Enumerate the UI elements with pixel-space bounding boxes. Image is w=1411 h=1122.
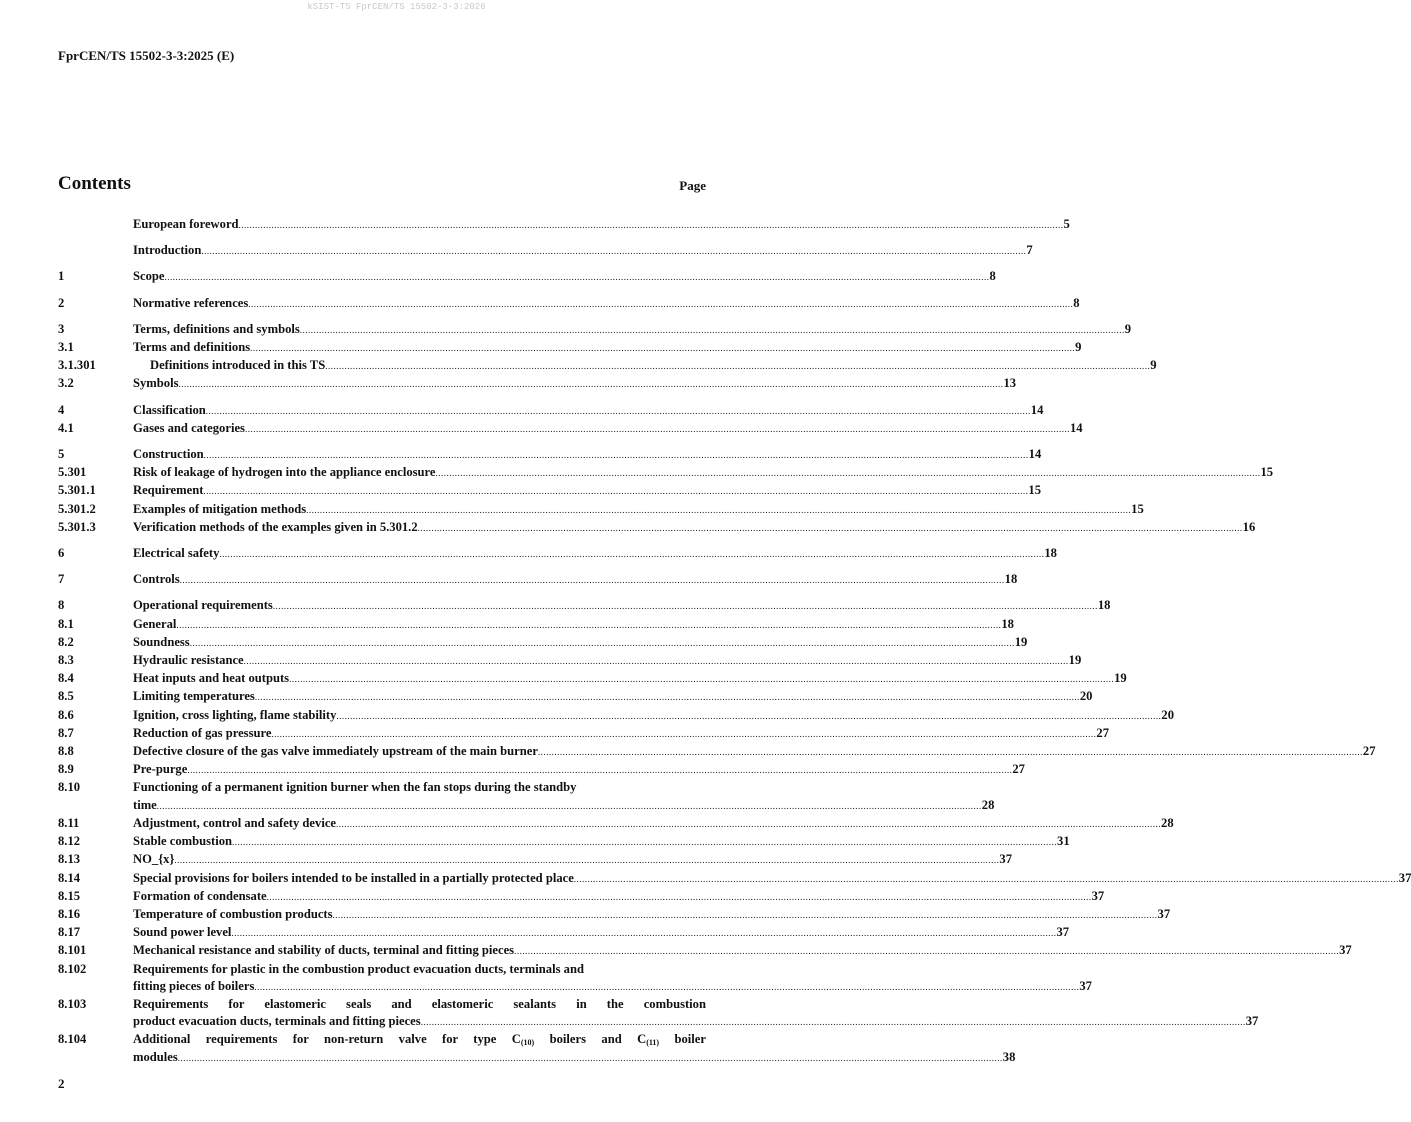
toc-entry-content [133, 571, 1018, 589]
toc-entry-content [133, 670, 1127, 688]
toc-entry-content [133, 519, 1256, 537]
toc-entry[interactable] [58, 761, 1025, 779]
toc-entry-page[interactable]: 20 [1079, 689, 1093, 704]
toc-entry-last-line [133, 1049, 1016, 1067]
toc-entry-content [133, 402, 1044, 420]
toc-entry-title[interactable]: Normative references [133, 295, 249, 310]
toc-entry-page[interactable]: 7 [1026, 243, 1033, 258]
toc-entry-number: 4 [58, 402, 65, 417]
toc-entry-number: 3.1.301 [58, 358, 96, 373]
toc-entry-title[interactable]: Adjustment, control and safety device [133, 815, 337, 830]
dot-leader: ............................................................................................................................................................................................................................................................................................................ [420, 1017, 1246, 1028]
toc-entry-page[interactable]: 9 [1075, 340, 1082, 355]
toc-entry-number: 5.301 [58, 465, 87, 480]
toc-entry-last-line [133, 321, 1132, 339]
toc-entry[interactable] [58, 501, 1144, 519]
dot-leader: ............................................................................................................................................................................................................................................................................................................ [435, 468, 1261, 479]
dot-leader: ............................................................................................................................................................................................................................................................................................................ [325, 361, 1151, 372]
toc-entry-title[interactable]: Pre-purge [133, 762, 188, 777]
toc-entry[interactable] [58, 906, 1171, 924]
toc-entry-number: 3.1 [58, 340, 74, 355]
toc-entry-title[interactable]: General [133, 616, 177, 631]
toc-entry-number: 8.13 [58, 852, 81, 867]
toc-entry-last-line [133, 725, 1110, 743]
toc-entry-page[interactable]: 16 [1242, 519, 1256, 534]
toc-entry-title[interactable]: Stable combustion [133, 834, 233, 849]
toc-entry-last-line [133, 670, 1127, 688]
toc-entry-last-line [133, 797, 995, 815]
toc-entry-last-line [133, 295, 1080, 313]
toc-entry-content [133, 242, 1033, 260]
toc-entry-title[interactable]: Examples of mitigation methods [133, 501, 307, 516]
toc-entry[interactable] [58, 996, 1259, 1031]
toc-entry-number: 5 [58, 447, 65, 462]
toc-entry-number: 3 [58, 321, 65, 336]
toc-entry[interactable] [58, 961, 1092, 996]
toc-entry-page[interactable]: 37 [1157, 906, 1171, 921]
toc-entry-number: 5.301.3 [58, 519, 96, 534]
toc-entry-title[interactable]: Construction [133, 447, 204, 462]
toc-entry[interactable] [58, 545, 1057, 563]
toc-entry[interactable] [58, 446, 1042, 464]
toc-entry-title[interactable]: Limiting temperatures [133, 689, 255, 704]
toc-entry[interactable] [58, 815, 1174, 833]
toc-entry-page[interactable]: 15 [1028, 483, 1042, 498]
toc-entry-number: 8.16 [58, 906, 81, 921]
toc-entry-page[interactable]: 37 [999, 852, 1013, 867]
toc-entry-content [133, 1031, 1016, 1066]
toc-entry-last-line [133, 571, 1018, 589]
toc-entry-number: 8.17 [58, 925, 81, 940]
toc-entry-last-line [133, 464, 1274, 482]
dot-leader: ............................................................................................................................................................................................................................................................................................................ [178, 379, 1004, 390]
toc-entry-page[interactable]: 37 [1056, 925, 1070, 940]
toc-entry-last-line [133, 652, 1082, 670]
toc-entry[interactable] [58, 688, 1093, 706]
page-number: 2 [58, 1076, 65, 1091]
toc-entry-last-line [133, 597, 1111, 615]
toc-entry[interactable] [58, 375, 1017, 393]
dot-leader: ............................................................................................................................................................................................................................................................................................................ [243, 656, 1069, 667]
toc-entry-number: 1 [58, 269, 65, 284]
toc-entry[interactable] [58, 571, 1018, 589]
toc-entry-number: 8.11 [58, 815, 80, 830]
dot-leader: ............................................................................................................................................................................................................................................................................................................ [254, 692, 1080, 703]
toc-entry-page[interactable]: 28 [981, 797, 995, 812]
toc-entry-content [133, 707, 1174, 725]
toc-entry[interactable] [58, 464, 1274, 482]
toc-entry-content [133, 779, 995, 814]
toc-entry[interactable] [58, 851, 1013, 869]
toc-entry-title[interactable]: Risk of leakage of hydrogen into the appliance enclosure [133, 465, 436, 480]
toc-entry-page[interactable]: 28 [1161, 815, 1174, 830]
dot-leader: ............................................................................................................................................................................................................................................................................................................ [271, 728, 1097, 739]
dot-leader: ............................................................................................................................................................................................................................................................................................................ [203, 450, 1029, 461]
toc-entry-title[interactable]: Introduction [133, 243, 202, 258]
toc-entry-last-line [133, 402, 1044, 420]
toc-entry[interactable] [58, 321, 1132, 339]
toc-entry-title-line: Requirements for elastomeric seals and elastomeric sealants in the combustion [133, 996, 706, 1011]
dot-leader: ............................................................................................................................................................................................................................................................................................................ [187, 765, 1013, 776]
dot-leader: ............................................................................................................................................................................................................................................................................................................ [514, 946, 1340, 957]
toc-entry-content [133, 652, 1082, 670]
toc-entry-number: 3.2 [58, 376, 74, 391]
toc-entry-number: 8.15 [58, 888, 81, 903]
toc-entry-number: 8 [58, 598, 65, 613]
dot-leader: ............................................................................................................................................................................................................................................................................................................ [248, 298, 1074, 309]
table-of-contents [58, 216, 1411, 1067]
toc-entry-content [133, 924, 1070, 942]
toc-entry-last-line [133, 815, 1174, 833]
dot-leader: ............................................................................................................................................................................................................................................................................................................ [189, 637, 1015, 648]
toc-entry-content [133, 761, 1025, 779]
toc-entry[interactable] [58, 295, 1080, 313]
toc-entry-content [133, 446, 1042, 464]
toc-entry[interactable] [58, 652, 1082, 670]
toc-entry-content [133, 688, 1093, 706]
dot-leader: ............................................................................................................................................................................................................................................................................................................ [201, 246, 1027, 257]
toc-entry-title[interactable]: Controls [133, 572, 180, 587]
toc-entry-page[interactable]: 18 [1044, 546, 1057, 561]
toc-entry-number: 8.12 [58, 834, 81, 849]
dot-leader: ............................................................................................................................................................................................................................................................................................................ [250, 343, 1076, 354]
dot-leader: ............................................................................................................................................................................................................................................................................................................ [219, 549, 1045, 560]
dot-leader: ............................................................................................................................................................................................................................................................................................................ [164, 272, 990, 283]
toc-entry-page[interactable]: 19 [1114, 671, 1127, 686]
dot-leader: ............................................................................................................................................................................................................................................................................................................ [231, 928, 1057, 939]
dot-leader: ............................................................................................................................................................................................................................................................................................................ [336, 818, 1162, 829]
toc-entry-title[interactable]: Ignition, cross lighting, flame stability [133, 707, 337, 722]
toc-entry-page[interactable]: 8 [989, 269, 996, 284]
toc-entry[interactable] [58, 707, 1174, 725]
toc-entry-title[interactable]: Formation of condensate [133, 888, 267, 903]
toc-entry-last-line [133, 924, 1070, 942]
toc-entry-number: 8.4 [58, 671, 74, 686]
watermark: kSIST-TS FprCEN/TS 15502-3-3:2026 [307, 2, 486, 12]
dot-leader: ............................................................................................................................................................................................................................................................................................................ [289, 674, 1115, 685]
toc-entry-content [150, 357, 1157, 375]
toc-entry-page[interactable]: 18 [1001, 616, 1014, 631]
toc-entry-title[interactable]: European foreword [133, 217, 239, 231]
toc-entry-number: 5.301.2 [58, 501, 96, 516]
toc-entry-title[interactable]: Special provisions for boilers intended to be installed in a partially protected place [133, 870, 574, 885]
toc-entry-title[interactable]: Gases and categories [133, 420, 245, 435]
toc-entry-page[interactable]: 37 [1339, 943, 1352, 958]
toc-entry-title[interactable]: modules [133, 1049, 178, 1064]
document-id: FprCEN/TS 15502-3-3:2025 (E) [58, 48, 235, 63]
toc-entry-number: 8.10 [58, 780, 81, 795]
toc-entry[interactable] [58, 833, 1070, 851]
toc-entry[interactable] [58, 616, 1014, 634]
dot-leader: ............................................................................................................................................................................................................................................................................................................ [232, 837, 1058, 848]
toc-entry-page[interactable]: 38 [1002, 1049, 1016, 1064]
toc-entry[interactable] [58, 634, 1028, 652]
toc-entry-page[interactable]: 8 [1073, 295, 1080, 310]
toc-entry-page[interactable]: 37 [1245, 1014, 1259, 1029]
toc-entry[interactable] [58, 779, 995, 814]
toc-entry-page[interactable]: 14 [1069, 420, 1083, 435]
dot-leader: ............................................................................................................................................................................................................................................................................................................ [306, 504, 1132, 515]
toc-entry-title[interactable]: Electrical safety [133, 546, 220, 561]
toc-entry-number: 5.301.1 [58, 483, 96, 498]
toc-entry-last-line [133, 978, 1092, 996]
toc-entry-title[interactable]: Scope [133, 269, 165, 284]
dot-leader: ............................................................................................................................................................................................................................................................................................................ [537, 747, 1363, 758]
toc-entry-title-line: Additional requirements for non-return valve for type $C_{(10)}$ boilers and $C_{(11)}$ boiler [133, 1032, 706, 1048]
toc-entry-page[interactable]: 5 [1063, 217, 1070, 231]
toc-entry-content [133, 375, 1017, 393]
toc-entry-title[interactable]: Terms and definitions [133, 340, 251, 355]
toc-entry-title[interactable]: Classification [133, 402, 206, 417]
toc-entry[interactable] [58, 482, 1042, 500]
dot-leader: ............................................................................................................................................................................................................................................................................................................ [272, 601, 1098, 612]
dot-leader: ............................................................................................................................................................................................................................................................................................................ [179, 575, 1005, 586]
toc-entry-title[interactable]: Operational requirements [133, 598, 273, 613]
toc-entry-content [133, 420, 1083, 438]
toc-entry-content [133, 339, 1082, 357]
toc-entry-number: 8.102 [58, 961, 87, 976]
toc-entry-page[interactable]: 9 [1124, 321, 1132, 336]
toc-entry-page[interactable]: 14 [1028, 447, 1042, 462]
toc-entry[interactable] [58, 725, 1110, 743]
toc-entry-last-line [133, 870, 1411, 888]
toc-entry-title[interactable]: Heat inputs and heat outputs [133, 671, 290, 686]
toc-entry-content [133, 616, 1014, 634]
toc-entry-page[interactable]: 27 [1362, 744, 1376, 759]
toc-entry[interactable] [58, 242, 1033, 260]
toc-entry-page[interactable]: 27 [1012, 762, 1025, 777]
toc-entry-last-line [133, 616, 1014, 634]
toc-entry[interactable] [58, 597, 1111, 615]
dot-leader: ............................................................................................................................................................................................................................................................................................................ [417, 522, 1243, 533]
toc-entry-last-line [133, 1013, 1259, 1031]
toc-entry-title[interactable]: Verification methods of the examples given in 5.301.2 [133, 519, 418, 534]
toc-entry-title[interactable]: Requirement [133, 483, 204, 498]
toc-entry[interactable] [58, 670, 1127, 688]
toc-entry-content [133, 888, 1105, 906]
toc-entry-number: 8.104 [58, 1032, 87, 1047]
toc-entry-content [133, 464, 1274, 482]
toc-entry-last-line [133, 761, 1025, 779]
toc-entry-last-line [150, 357, 1157, 375]
page-column-header: Page [679, 178, 706, 193]
toc-entry-last-line [133, 906, 1171, 924]
toc-entry[interactable] [58, 888, 1105, 906]
toc-entry-page[interactable]: 15 [1260, 465, 1274, 480]
contents-title: Contents [58, 173, 131, 194]
dot-leader: ............................................................................................................................................................................................................................................................................................................ [177, 1052, 1003, 1063]
toc-entry-number: 8.2 [58, 634, 74, 649]
toc-entry-last-line [133, 420, 1083, 438]
toc-entry-content [133, 833, 1070, 851]
toc-entry-page[interactable]: 27 [1096, 725, 1110, 740]
toc-entry[interactable] [58, 924, 1070, 942]
toc-entry-title[interactable]: Soundness [133, 634, 190, 649]
toc-entry-content [133, 906, 1171, 924]
toc-entry-page[interactable]: 37 [1091, 888, 1105, 903]
toc-entry-number: 7 [58, 572, 65, 587]
toc-entry-title[interactable]: Definitions introduced in this TS [150, 358, 326, 373]
toc-entry-last-line [133, 519, 1256, 537]
toc-entry-number: 8.5 [58, 689, 74, 704]
toc-entry-last-line [133, 833, 1070, 851]
toc-entry-content [133, 482, 1042, 500]
toc-entry-page[interactable]: 14 [1030, 402, 1044, 417]
toc-entry[interactable] [58, 870, 1411, 888]
toc-entry-title[interactable]: Symbols [133, 376, 179, 391]
toc-entry-number [58, 242, 133, 260]
toc-entry-content [133, 743, 1376, 761]
toc-entry-title[interactable]: NO_{x} [133, 852, 175, 867]
toc-entry-last-line [133, 743, 1376, 761]
toc-entry-last-line [133, 216, 1070, 234]
dot-leader: ............................................................................................................................................................................................................................................................................................................ [266, 891, 1092, 902]
toc-entry-page[interactable]: 18 [1004, 572, 1018, 587]
toc-entry-content [133, 295, 1080, 313]
toc-entry-content [133, 634, 1028, 652]
toc-entry-last-line [133, 851, 1013, 869]
toc-entry[interactable] [58, 743, 1376, 761]
toc-entry-page[interactable]: 18 [1097, 598, 1111, 613]
toc-entry-content [133, 815, 1174, 833]
toc-entry-last-line [133, 268, 996, 286]
dot-leader: ............................................................................................................................................................................................................................................................................................................ [573, 873, 1399, 884]
toc-entry-last-line [133, 942, 1352, 960]
toc-entry-title[interactable]: Hydraulic resistance [133, 653, 244, 668]
toc-entry-number: 2 [58, 295, 65, 310]
toc-entry-title[interactable]: product evacuation ducts, terminals and fitting pieces [133, 1014, 421, 1029]
dot-leader: ............................................................................................................................................................................................................................................................................................................ [156, 800, 982, 811]
dot-leader: ............................................................................................................................................................................................................................................................................................................ [203, 486, 1029, 497]
dot-leader: ............................................................................................................................................................................................................................................................................................................ [174, 855, 1000, 866]
toc-entry-title[interactable]: Reduction of gas pressure [133, 725, 272, 740]
toc-entry-content [133, 870, 1411, 888]
toc-entry-last-line [133, 501, 1144, 519]
toc-entry[interactable] [58, 216, 1070, 234]
toc-entry-title-line: Functioning of a permanent ignition burner when the fan stops during the standby [133, 780, 577, 795]
toc-entry-content [133, 268, 996, 286]
toc-entry-number: 8.101 [58, 943, 87, 958]
toc-entry-last-line [133, 634, 1028, 652]
toc-entry-last-line [133, 888, 1105, 906]
toc-entry-content [133, 725, 1110, 743]
toc-entry-number: 8.103 [58, 996, 87, 1011]
toc-entry-page[interactable]: 19 [1068, 653, 1082, 668]
toc-entry-number: 8.6 [58, 707, 74, 722]
dot-leader: ............................................................................................................................................................................................................................................................................................................ [205, 405, 1031, 416]
toc-entry-last-line [133, 545, 1057, 563]
toc-entry-last-line [133, 375, 1017, 393]
toc-entry[interactable] [58, 339, 1082, 357]
dot-leader: ............................................................................................................................................................................................................................................................................................................ [254, 981, 1080, 992]
toc-entry-last-line [133, 688, 1093, 706]
toc-entry-content [133, 545, 1057, 563]
toc-entry-title-line: Requirements for plastic in the combustion product evacuation ducts, terminals and [133, 961, 584, 976]
toc-entry-page[interactable]: 37 [1079, 978, 1092, 993]
toc-entry-content [133, 321, 1132, 339]
toc-entry-title[interactable]: Terms, definitions and symbols [133, 321, 300, 336]
toc-entry-content [133, 501, 1144, 519]
toc-entry[interactable] [58, 357, 1157, 375]
toc-entry[interactable] [58, 1031, 1016, 1066]
dot-leader: ............................................................................................................................................................................................................................................................................................................ [238, 220, 1064, 230]
toc-entry-number: 8.1 [58, 616, 74, 631]
toc-entry-page[interactable]: 9 [1150, 358, 1157, 373]
toc-entry-page[interactable]: 37 [1398, 870, 1411, 885]
dot-leader: ............................................................................................................................................................................................................................................................................................................ [244, 423, 1070, 434]
toc-entry-number: 6 [58, 546, 65, 561]
toc-entry-page[interactable]: 20 [1161, 707, 1174, 722]
toc-entry-number: 8.8 [58, 744, 74, 759]
toc-entry[interactable] [58, 402, 1044, 420]
toc-entry-last-line [133, 446, 1042, 464]
toc-entry-content [133, 942, 1352, 960]
toc-entry-title[interactable]: Temperature of combustion products [133, 906, 333, 921]
toc-entry-last-line [133, 707, 1174, 725]
toc-entry[interactable] [58, 268, 996, 286]
toc-entry-content [133, 597, 1111, 615]
dot-leader: ............................................................................................................................................................................................................................................................................................................ [299, 324, 1125, 335]
toc-entry-number: 4.1 [58, 420, 74, 435]
toc-entry-last-line [133, 242, 1033, 260]
toc-entry-number [58, 216, 133, 234]
toc-entry-content [133, 961, 1092, 996]
toc-entry[interactable] [58, 420, 1083, 438]
toc-entry[interactable] [58, 942, 1352, 960]
dot-leader: ............................................................................................................................................................................................................................................................................................................ [336, 710, 1162, 721]
toc-entry-number: 8.7 [58, 725, 74, 740]
toc-entry-number: 8.14 [58, 870, 81, 885]
toc-entry-page[interactable]: 19 [1014, 634, 1028, 649]
toc-entry-title[interactable]: fitting pieces of boilers [133, 978, 255, 993]
toc-entry-number: 8.9 [58, 762, 74, 777]
toc-entry-page[interactable]: 31 [1057, 834, 1070, 849]
toc-entry-content [133, 996, 1259, 1031]
dot-leader: ............................................................................................................................................................................................................................................................................................................ [332, 909, 1158, 920]
toc-entry-content [133, 216, 1070, 234]
toc-entry-title[interactable]: time [133, 797, 157, 812]
toc-entry-number: 8.3 [58, 653, 74, 668]
toc-entry[interactable] [58, 519, 1256, 537]
toc-entry-title[interactable]: Mechanical resistance and stability of ducts, terminal and fitting pieces [133, 943, 515, 958]
dot-leader: ............................................................................................................................................................................................................................................................................................................ [176, 619, 1002, 630]
toc-entry-title[interactable]: Sound power level [133, 925, 232, 940]
toc-entry-last-line [133, 482, 1042, 500]
toc-entry-page[interactable]: 15 [1131, 501, 1144, 516]
toc-entry-page[interactable]: 13 [1003, 376, 1017, 391]
toc-entry-title[interactable]: Defective closure of the gas valve immediately upstream of the main burner [133, 744, 538, 759]
toc-entry-content [133, 851, 1013, 869]
toc-entry-last-line [133, 339, 1082, 357]
